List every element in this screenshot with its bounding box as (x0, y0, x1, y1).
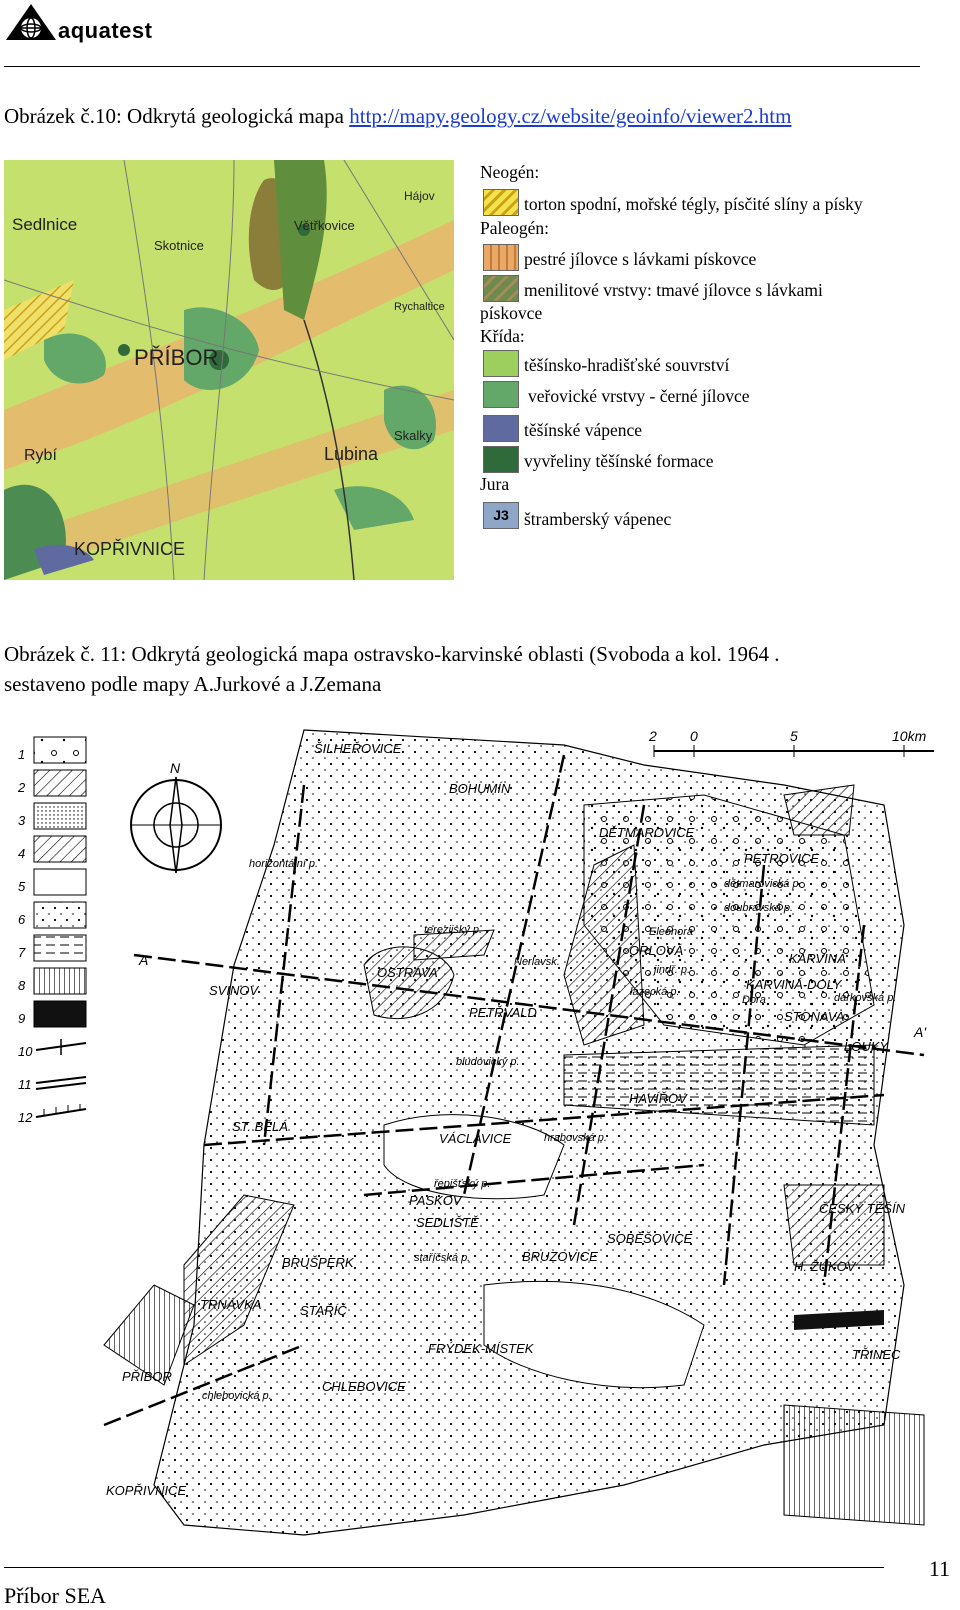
legend-item-torton: torton spodní, mořské tégly, písčité slíny a písky (524, 194, 863, 214)
map-label: Sedlnice (12, 215, 78, 234)
map-label: Skalky (394, 428, 433, 443)
place-label: PETŘVALD (469, 1005, 537, 1020)
company-name: aquatest (58, 18, 153, 43)
feature-label: Dora (742, 994, 766, 1006)
legend-item-tesinsko-hradistske: těšínsko-hradišťské souvrství (524, 355, 730, 375)
legend-number: 11 (18, 1077, 32, 1092)
place-label: LOUKY (844, 1039, 889, 1054)
legend-heading-neogen: Neogén: (480, 162, 540, 182)
place-label: SVINOV (209, 983, 259, 998)
legend-number: 4 (18, 846, 26, 861)
geological-map-pribor (4, 160, 454, 580)
north-arrow-icon (131, 760, 221, 873)
place-label: ST. BĚLÁ (232, 1119, 288, 1134)
feature-label: Eleonora (649, 926, 694, 938)
legend-item-strambersky: štramberský vápenec (524, 509, 672, 529)
geological-map-ostrava-karvina (4, 725, 956, 1545)
legend-number: 10 (18, 1044, 33, 1059)
page-number: 11 (928, 1556, 950, 1581)
footer-rule (4, 1567, 884, 1568)
place-label: SEDLIŠTĚ (416, 1215, 479, 1230)
legend-number: 9 (18, 1011, 26, 1026)
place-label: ŠILHEŘOVICE (314, 741, 402, 756)
scale-tick: 5 (790, 728, 798, 744)
section-start-label: A (139, 952, 149, 968)
map11-legend (34, 737, 86, 1117)
feature-label: řepišťský p. (434, 1178, 491, 1190)
feature-label: darkovská p. (834, 992, 897, 1004)
place-label: TŘINEC (852, 1347, 901, 1362)
place-label: BRUZOVICE (522, 1249, 598, 1264)
legend-number: 8 (18, 978, 26, 993)
map-label: PŘÍBOR (134, 345, 219, 370)
scale-bar (648, 728, 934, 757)
feature-label: Nerlavsk. (514, 956, 560, 968)
legend-item-verovicke: veřovické vrstvy - černé jílovce (528, 386, 750, 406)
place-label: H. ŽUKOV (794, 1259, 856, 1274)
figure11-caption-line2: sestaveno podle mapy A.Jurkové a J.Zemana (4, 672, 382, 696)
legend-item-vyvreliny: vyvřeliny těšínské formace (524, 451, 714, 471)
place-label: PETROVICE (744, 851, 820, 866)
feature-label: chlebovická p. (202, 1390, 272, 1402)
figure10-caption (4, 104, 791, 128)
legend-item-menilit-cont: pískovce (480, 303, 543, 323)
feature-label: dětmarovická p. (724, 878, 802, 890)
place-label: KARVINÁ (789, 951, 846, 966)
place-label: KARVINÁ-DOLY (746, 977, 842, 992)
map-label: Větřkovice (294, 218, 355, 233)
scale-tick: 10km (892, 728, 927, 744)
legend-number: 6 (18, 912, 26, 927)
north-label: N (170, 760, 181, 776)
place-label: HAVÍŘOV (629, 1091, 687, 1106)
legend-swatch-strambersky: J3 (483, 502, 519, 529)
feature-label: hrabovská p. (544, 1132, 607, 1144)
place-label: KOPŘIVNICE (106, 1483, 187, 1498)
map-label: Rychaltice (394, 301, 445, 313)
legend-swatch-tesinske-vapence (483, 415, 519, 442)
place-label: BRUŠPERK (282, 1255, 354, 1270)
figure10-caption-text: Obrázek č.10: Odkrytá geologická mapa (4, 104, 344, 128)
feature-label: jindř. p. (654, 964, 691, 976)
legend-number: 5 (18, 879, 26, 894)
place-label: ORLOVÁ (629, 943, 684, 958)
legend-heading-krida: Křída: (480, 326, 525, 346)
place-label: ČESKÝ TĚŠÍN (819, 1201, 905, 1216)
legend-item-tesinske-vapence: těšínské vápence (524, 420, 643, 440)
legend-swatch-pestre (483, 244, 519, 271)
figure11-caption-line1: Obrázek č. 11: Odkrytá geologická mapa ostravsko-karvinské oblasti (Svoboda a kol. 1964 . (4, 642, 780, 666)
feature-label: staříčská p. (414, 1252, 471, 1264)
legend-number: 1 (18, 747, 26, 762)
place-label: OSTRAVA (377, 965, 438, 980)
map-label: Hájov (404, 189, 435, 203)
figure10-link[interactable]: http://mapy.geology.cz/website/geoinfo/viewer2.htm (349, 104, 792, 128)
feature-label: lazecká p. (630, 986, 680, 998)
header-rule (4, 66, 920, 67)
place-label: STAŘÍČ (300, 1303, 347, 1318)
legend-swatch-menilit (483, 275, 519, 302)
place-label: PASKOV (409, 1193, 462, 1208)
scale-tick: 2 (649, 728, 657, 744)
map-label: Rybí (24, 447, 57, 464)
legend-swatch-tesinsko-hradistske (483, 350, 519, 377)
feature-label: horizontální p. (249, 858, 319, 870)
place-label: PŘÍBOR (122, 1369, 172, 1384)
place-label: STONAVA (784, 1009, 845, 1024)
legend-swatch-vyvreliny (483, 446, 519, 473)
map-label: KOPŘIVNICE (74, 539, 186, 559)
globe-icon (4, 2, 58, 42)
map-label: Skotnice (154, 238, 204, 253)
feature-label: doubravská p. (724, 902, 794, 914)
place-label: TRNÁVKA (200, 1297, 262, 1312)
legend-swatch-torton (483, 189, 519, 216)
section-end-label: A' (914, 1024, 927, 1040)
legend-item-pestre: pestré jílovce s lávkami pískovce (524, 249, 757, 269)
place-label: VÁCLAVICE (439, 1131, 512, 1146)
footer-text: Příbor SEA (4, 1583, 107, 1608)
legend-number: 7 (18, 945, 26, 960)
scale-tick: 0 (690, 728, 698, 744)
legend-swatch-verovicke (483, 381, 519, 408)
legend-heading-jura: Jura (480, 474, 510, 494)
place-label: BOHUMÍN (449, 781, 511, 796)
feature-label: terezijský p. (424, 924, 483, 936)
legend-item-menilit: menilitové vrstvy: tmavé jílovce s lávkami (524, 280, 823, 300)
legend-number: 3 (18, 813, 26, 828)
legend-number: 12 (18, 1110, 33, 1125)
place-label: SOBĚŠOVICE (607, 1231, 693, 1246)
place-label: DĚTMAROVICE (599, 825, 695, 840)
place-label: FRÝDEK-MÍSTEK (428, 1341, 534, 1356)
legend-heading-paleogen: Paleogén: (480, 218, 550, 238)
feature-label: bludovický p. (456, 1056, 520, 1068)
legend-number: 2 (18, 780, 26, 795)
map-label: Lubina (324, 444, 379, 464)
place-label: CHLEBOVICE (322, 1379, 406, 1394)
